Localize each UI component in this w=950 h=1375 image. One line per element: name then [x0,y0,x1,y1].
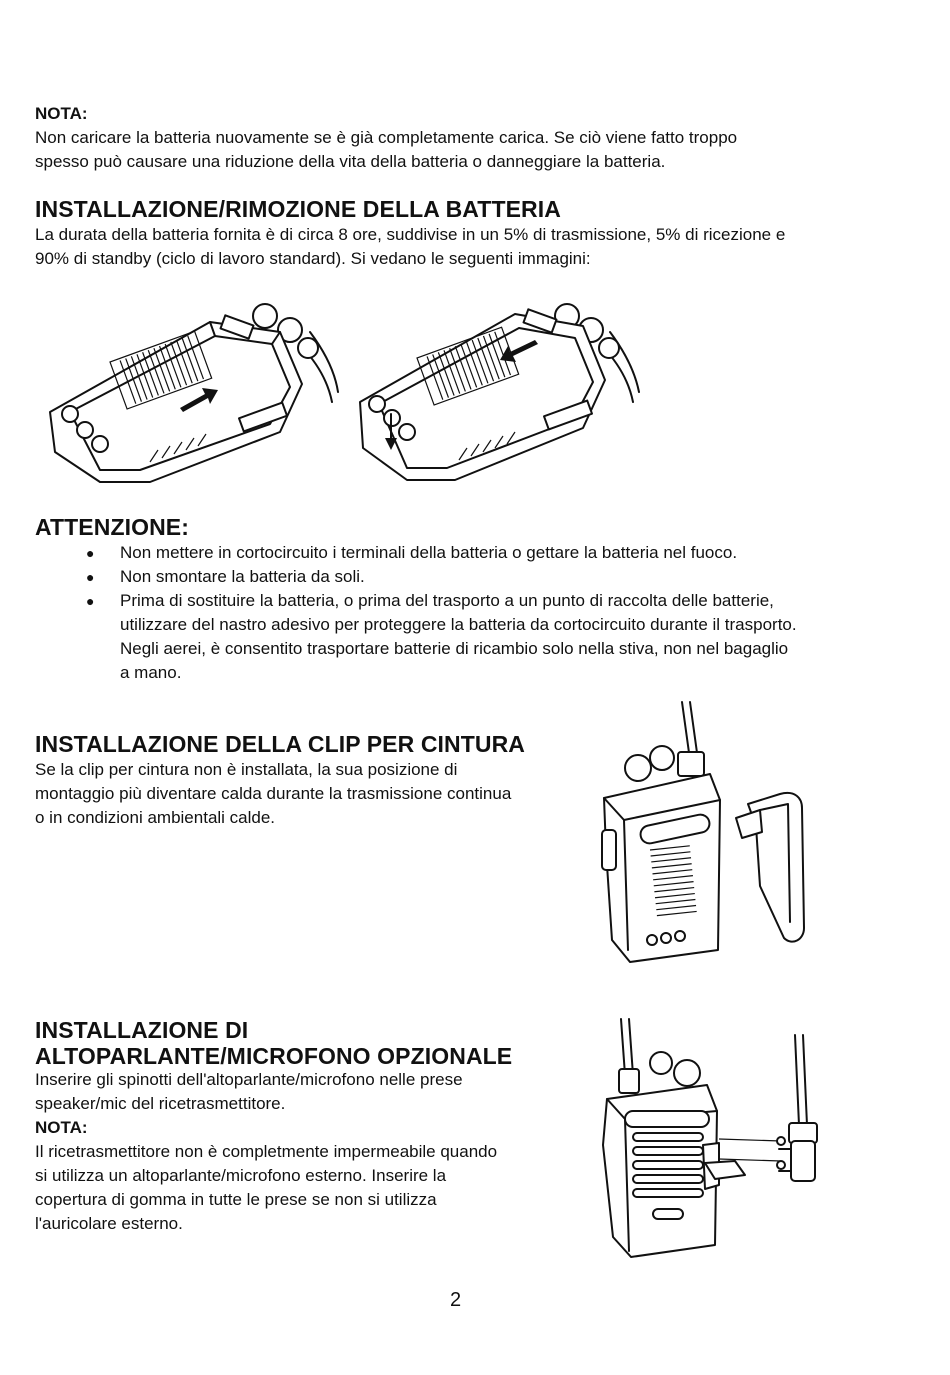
clip-section-text [35,758,595,830]
attention-line: utilizzare del nastro adesivo per proteggere la batteria da cortocircuito durante il trasporto. [120,615,797,634]
speaker-section-text [35,1068,595,1236]
clip-line: montaggio più diventare calda durante la trasmissione continua [35,784,512,803]
speaker-note-label: NOTA: [35,1118,88,1137]
speaker-title-line: ALTOPARLANTE/MICROFONO OPZIONALE [35,1043,513,1069]
bullet-icon: ● [86,545,95,561]
note-line: Non caricare la batteria nuovamente se è già completamente carica. Se ciò viene fatto troppo [35,128,738,147]
speaker-section-title [35,1017,512,1069]
speaker-line: speaker/mic del ricetrasmettitore. [35,1094,286,1113]
attention-line: Prima di sostituire la batteria, o prima del trasporto a un punto di raccolta delle batterie, [120,591,774,610]
speaker-note-line: copertura di gomma in tutte le prese se non si utilizza [35,1190,437,1209]
bullet-icon: ● [86,569,95,585]
battery-remove-illustration [355,292,645,492]
attention-bullet [86,565,920,589]
speaker-title-line: INSTALLAZIONE DI [35,1017,249,1043]
attention-line: a mano. [120,663,182,682]
speaker-mic-illustration [595,1015,845,1265]
belt-clip-illustration [590,700,830,970]
speaker-note-line: l'auricolare esterno. [35,1214,183,1233]
clip-line: o in condizioni ambientali calde. [35,808,276,827]
attention-line: Non mettere in cortocircuito i terminali della batteria o gettare la batteria nel fuoco. [120,543,738,562]
note-line: spesso può causare una riduzione della vita della batteria o danneggiare la batteria. [35,152,666,171]
attention-bullet [86,541,920,565]
battery-section-title: INSTALLAZIONE/RIMOZIONE DELLA BATTERIA [35,196,561,222]
page-number: 2 [450,1289,462,1311]
speaker-line: Inserire gli spinotti dell'altoparlante/microfono nelle prese [35,1070,463,1089]
speaker-note-line: si utilizza un altoparlante/microfono esterno. Inserire la [35,1166,447,1185]
speaker-note-line: Il ricetrasmettitore non è completmente impermeabile quando [35,1142,498,1161]
battery-line: 90% di standby (ciclo di lavoro standard). Si vedano le seguenti immagini: [35,249,591,268]
note-label: NOTA: [35,104,88,123]
attention-line: Non smontare la batteria da soli. [120,567,365,586]
note-text [35,126,915,174]
bullet-icon: ● [86,593,95,609]
attention-line: Negli aerei, è consentito trasportare batterie di ricambio solo nella stiva, non nel bagaglio [120,639,789,658]
attention-list [86,541,920,685]
clip-section-title: INSTALLAZIONE DELLA CLIP PER CINTURA [35,731,526,757]
clip-line: Se la clip per cintura non è installata, la sua posizione di [35,760,458,779]
battery-line: La durata della batteria fornita è di circa 8 ore, suddivise in un 5% di trasmissione, 5% di ricezione e [35,225,786,244]
battery-install-illustration [40,292,340,492]
attention-title: ATTENZIONE: [35,514,189,540]
battery-section-text [35,223,925,271]
attention-bullet [86,589,920,685]
